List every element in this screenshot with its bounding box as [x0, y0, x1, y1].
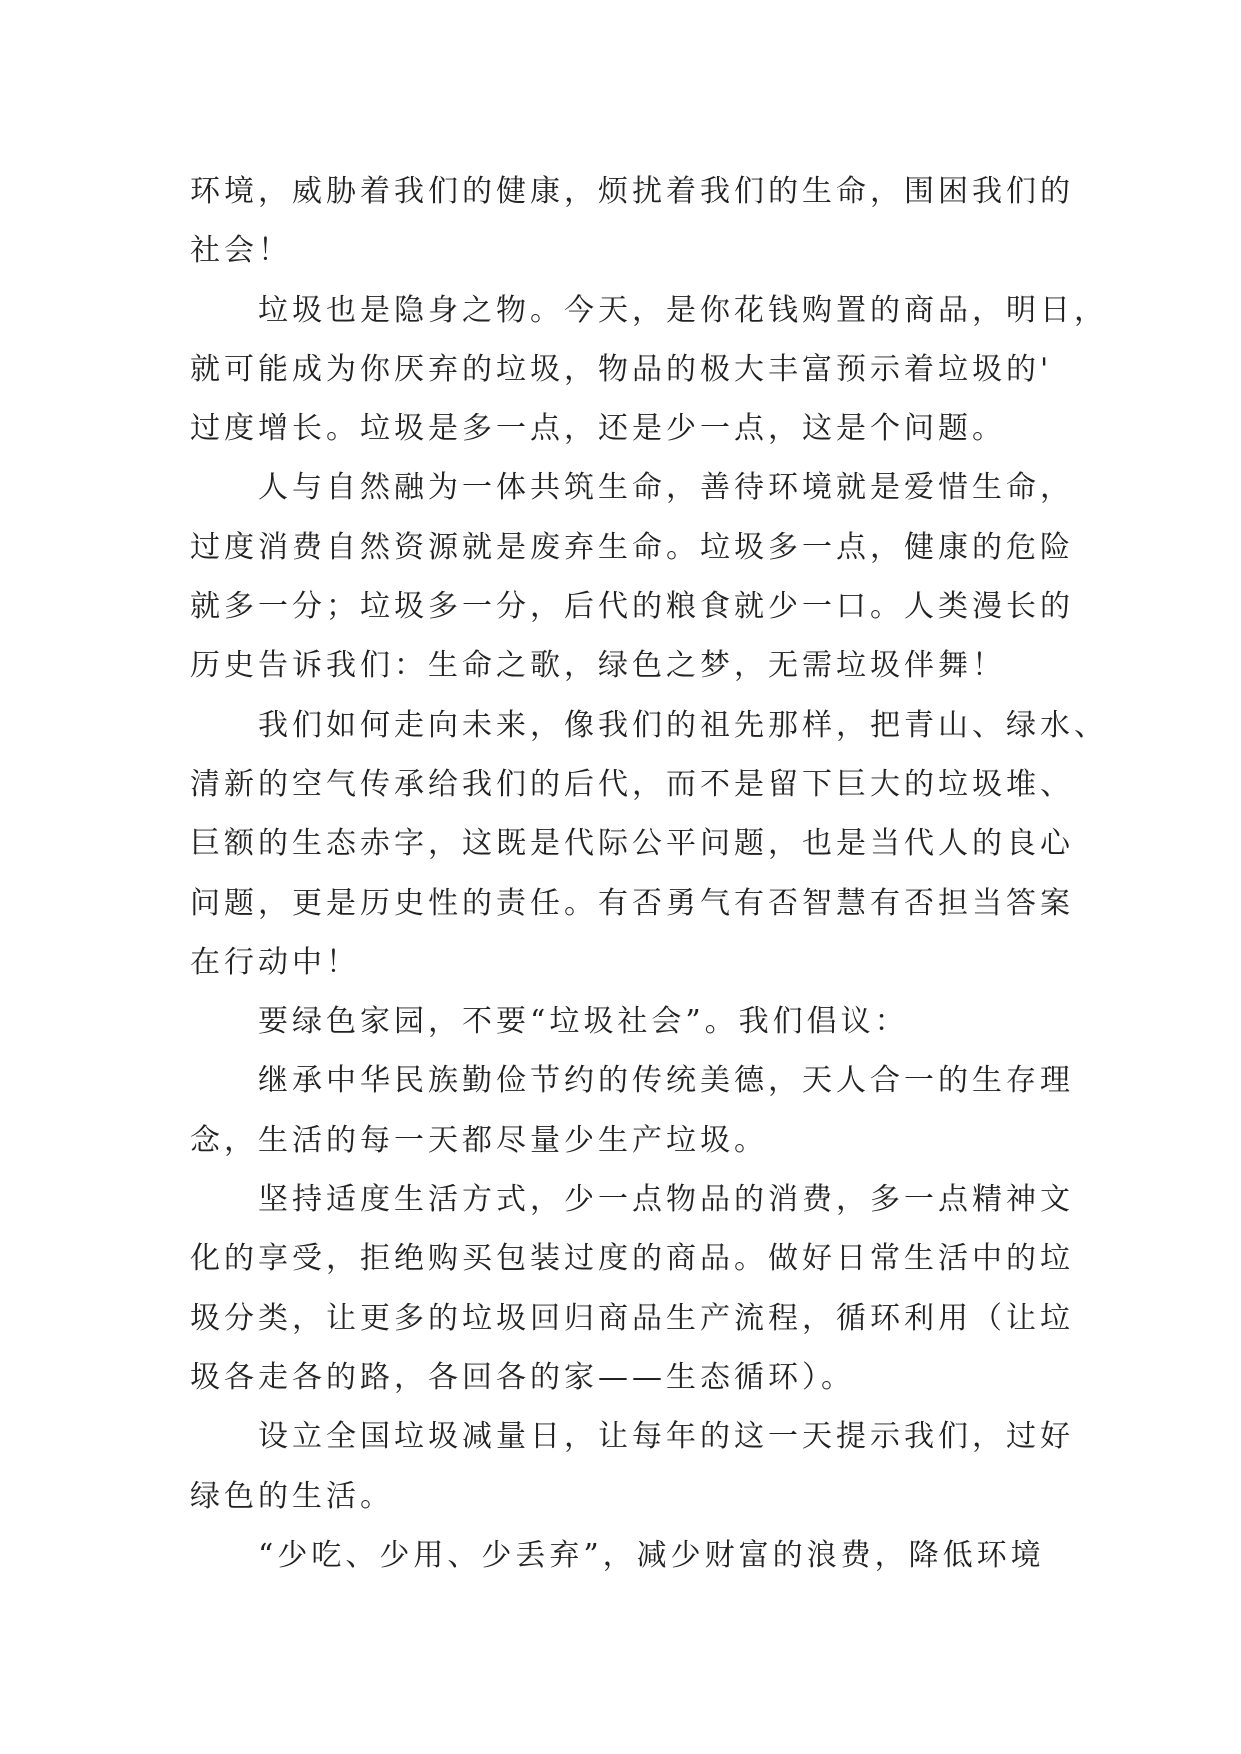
text-line: 圾各走各的路，各回各的家——生态循环）。 [190, 1359, 855, 1395]
text-line: 绿色的生活。 [190, 1478, 394, 1514]
text-line: 化的享受，拒绝购买包装过度的商品。做好日常生活中的垃 [190, 1241, 1074, 1277]
text-line: 坚持适度生活方式，少一点物品的消费，多一点精神文 [258, 1182, 1074, 1218]
text-line: 清新的空气传承给我们的后代，而不是留下巨大的垃圾堆、 [190, 766, 1074, 802]
text-line: 过度增长。垃圾是多一点，还是少一点，这是个问题。 [190, 411, 1006, 447]
text-line: 就可能成为你厌弃的垃圾，物品的极大丰富预示着垃圾的' [190, 351, 1053, 387]
text-line: 垃圾也是隐身之物。今天，是你花钱购置的商品，明日， [258, 292, 1108, 328]
text-line: 人与自然融为一体共筑生命，善待环境就是爱惜生命， [258, 470, 1074, 506]
text-line: 问题，更是历史性的责任。有否勇气有否智慧有否担当答案 [190, 885, 1074, 921]
text-line: 圾分类，让更多的垃圾回归商品生产流程，循环利用（让垃 [190, 1300, 1074, 1336]
text-line: 我们如何走向未来，像我们的祖先那样，把青山、绿水、 [258, 707, 1108, 743]
text-line: 过度消费自然资源就是废弃生命。垃圾多一点，健康的危险 [190, 529, 1074, 565]
body-text [190, 162, 1108, 1585]
text-line: 就多一分；垃圾多一分，后代的粮食就少一口。人类漫长的 [190, 589, 1074, 625]
text-line: 环境，威胁着我们的健康，烦扰着我们的生命，围困我们的 [190, 174, 1074, 209]
text-line: 历史告诉我们：生命之歌，绿色之梦，无需垃圾伴舞！ [190, 648, 1006, 684]
text-line: 要绿色家园，不要“垃圾社会”。我们倡议： [258, 1004, 909, 1040]
text-line: 继承中华民族勤俭节约的传统美德，天人合一的生存理 [258, 1063, 1074, 1099]
text-line: 设立全国垃圾减量日，让每年的这一天提示我们，过好 [258, 1419, 1074, 1455]
text-line: 在行动中！ [190, 944, 360, 980]
text-line: 社会！ [190, 233, 292, 269]
text-line: 念，生活的每一天都尽量少生产垃圾。 [190, 1122, 768, 1158]
text-line: 巨额的生态赤字，这既是代际公平问题，也是当代人的良心 [190, 826, 1074, 862]
text-line: “少吃、少用、少丢弃”，减少财富的浪费，降低环境 [258, 1537, 1045, 1573]
